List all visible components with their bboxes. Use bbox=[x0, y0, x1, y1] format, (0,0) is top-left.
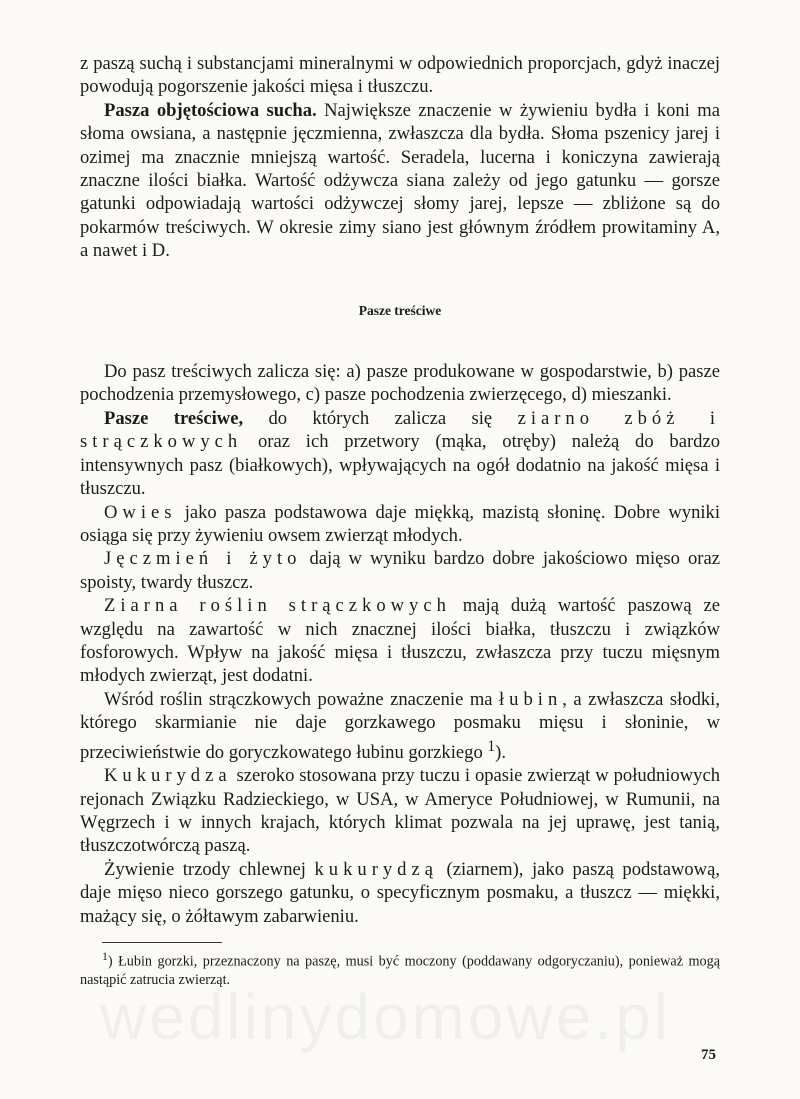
paragraph-intro: z paszą suchą i substancjami mineralnymi w odpowiednich proporcjach, gdyż inaczej powodują pogorszenie jakości mięsa i tłuszczu. bbox=[80, 53, 720, 98]
spaced-term: Owies bbox=[104, 501, 177, 523]
term-concentrates: Pasze treściwe, bbox=[104, 407, 244, 429]
spaced-term: ziarno zbóż i strączkowych bbox=[80, 407, 721, 453]
paragraph-concentrates: Pasze treściwe, do których zalicza się ziarno zbóż i strączkowych oraz ich przetwory (mąka, otręby) należą do bardzo intensywnych pasz (białkowych), wpływających na ogół dodatnio na jakość mięsa i tłuszczu. bbox=[80, 407, 721, 500]
spaced-term: łubin bbox=[499, 688, 563, 710]
page-body bbox=[80, 52, 720, 989]
spaced-term: kukurydzą bbox=[314, 858, 438, 880]
term-roughage: Pasza objętościowa sucha. bbox=[104, 99, 317, 121]
paragraph-maize: Kukurydza szeroko stosowana przy tuczu i opasie zwierząt w południowych rejonach Związku Radzieckiego, w USA, w Ameryce Południowej, w Rumunii, na Węgrzech i w innych krajach, których klimat pozwala na jej uprawę, jest tanią, tłuszczotwórczą paszą. bbox=[80, 765, 720, 857]
page-number: 75 bbox=[701, 1047, 716, 1063]
paragraph-lupin: Wśród roślin strączkowych poważne znaczenie ma łubin, a zwłaszcza słodki, którego skarmianie nie daje gorzkawego posmaku mięsu i słoninie, w przeciwieństwie do goryczkowatego łubinu gorzkiego $^1$). bbox=[80, 688, 720, 763]
spaced-term: Kukurydza bbox=[104, 765, 232, 787]
footnote-ref[interactable]: 1 bbox=[487, 737, 496, 755]
paragraph-concentrates-list: Do pasz treściwych zalicza się: a) pasze produkowane w gospodarstwie, b) pasze pochodzenia przemysłowego, c) pasze pochodzenia zwierzęcego, d) mieszanki. bbox=[80, 361, 720, 406]
paragraph-pig-feeding: Żywienie trzody chlewnej kukurydzą (ziarnem), jako paszą podstawową, daje mięso nieco gorszego gatunku, o specyficznym posmaku, a tłuszcz — miękki, mażący się, o żółtawym zabarwieniu. bbox=[80, 858, 721, 927]
spaced-term: Jęczmień i żyto bbox=[104, 548, 302, 570]
footnote-mark: 1 bbox=[102, 949, 108, 963]
paragraph-barley-rye: Jęczmień i żyto dają w wyniku bardzo dobre jakościowo mięso oraz spoisty, twardy tłuszcz. bbox=[80, 548, 721, 593]
spaced-term: Ziarna roślin strączkowych bbox=[104, 595, 451, 617]
footnote-divider bbox=[102, 942, 222, 943]
paragraph-oats: Owies jako pasza podstawowa daje miękką, mazistą słoninę. Dobre wyniki osiąga się przy żywieniu owsem zwierząt młodych. bbox=[80, 501, 720, 546]
paragraph-roughage: Pasza objętościowa sucha. Największe znaczenie w żywieniu bydła i koni ma słoma owsiana, a następnie jęczmienna, zwłaszcza dla bydła. Słoma pszenicy jarej i ozimej ma znacznie mniejszą wartość. Seradela, lucerna i koniczyna zawierają znaczne ilości białka. Wartość odżywcza siana zależy od jego gatunku — gorsze gatunki odpowiadają wartości odżywczej słomy jarej, lepsze — zbliżone są do pokarmów treściwych. W okresie zimy siano jest głównym źródłem prowitaminy A, a nawet i D. bbox=[80, 99, 721, 262]
footnote: $^1$) Łubin gorzki, przeznaczony na paszę, musi być moczony (poddawany odgoryczaniu), ponieważ mogą nastąpić zatrucia zwierząt. bbox=[80, 949, 720, 988]
section-heading: Pasze treściwe bbox=[358, 302, 442, 318]
watermark bbox=[100, 980, 671, 1054]
paragraph-legumes: Ziarna roślin strączkowych mają dużą wartość paszową ze względu na zawartość w nich znacznej ilości białka, tłuszczu i związków fosforowych. Wpływ na jakość mięsa i tłuszczu, zwłaszcza przy tuczu mięsnym młodych zwierząt, jest dodatni. bbox=[80, 595, 720, 687]
